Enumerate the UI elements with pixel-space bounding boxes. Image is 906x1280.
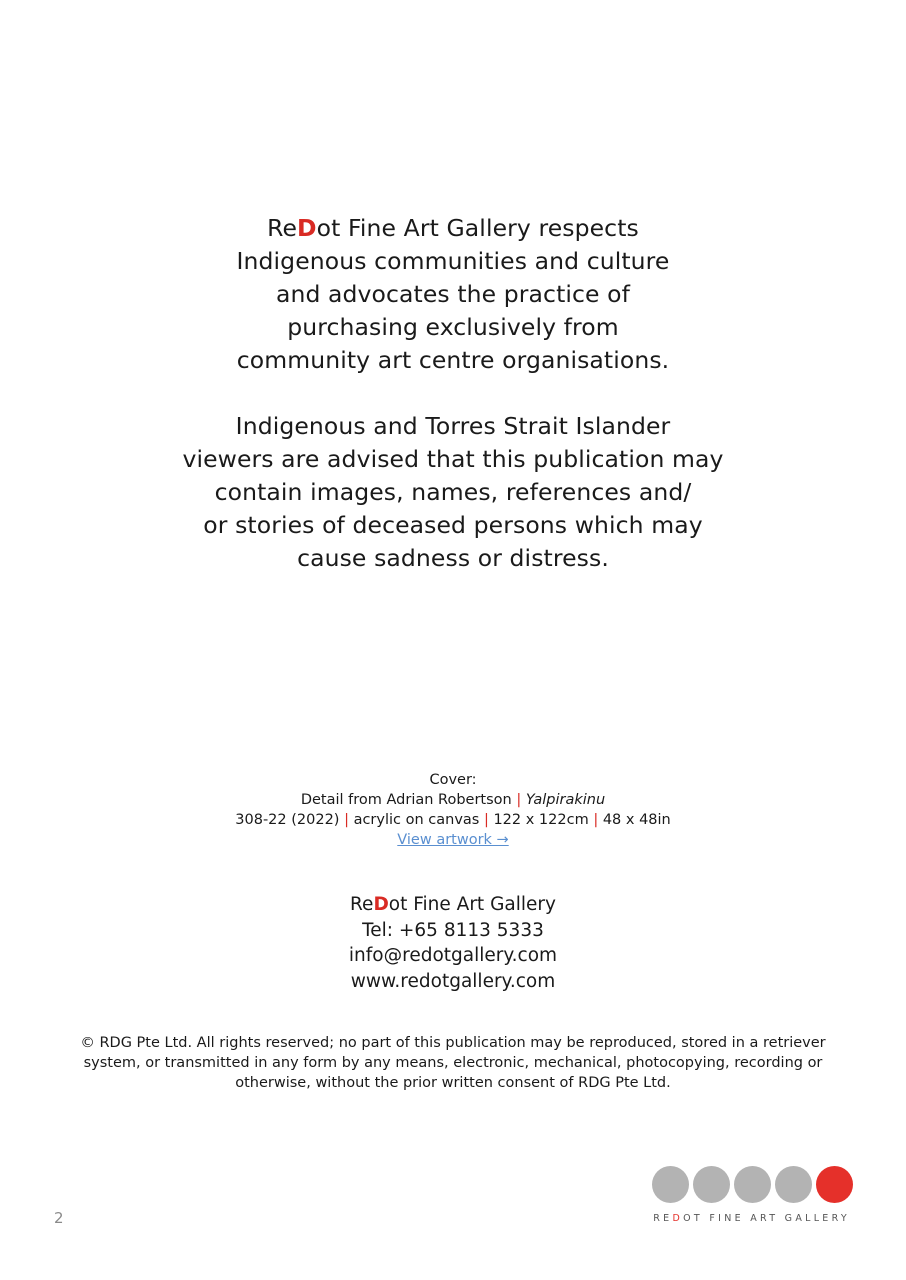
advisory-line-3: contain images, names, references and/ — [214, 478, 692, 506]
website: www.redotgallery.com — [350, 970, 556, 992]
logo-text-rest: OT FINE ART GALLERY — [683, 1213, 850, 1224]
contact-info — [0, 892, 906, 994]
separator: | — [483, 812, 489, 828]
view-artwork-link[interactable]: View artwork → — [397, 832, 509, 848]
logo-text-prefix: RE — [653, 1213, 673, 1224]
statement-line-5: community art centre organisations. — [236, 346, 670, 374]
copyright-notice: © RDG Pte Ltd. All rights reserved; no part of this publication may be reproduced, stored in a retriever system, or transmitted in any form by any means, electronic, mechanical, photocopying, recording or otherwise, without the prior written consent of RDG Pte Ltd. — [80, 1035, 826, 1091]
gallery-name — [0, 892, 906, 918]
brand-d: D — [297, 214, 317, 242]
separator: | — [593, 812, 599, 828]
separator: | — [516, 792, 522, 808]
gallery-logo — [652, 1166, 854, 1224]
advisory-line-5: cause sadness or distress. — [297, 544, 609, 572]
statement-line-1 — [0, 212, 906, 245]
brand-re: Re — [350, 894, 374, 915]
logo-dot-1 — [652, 1166, 689, 1203]
cover-credit — [0, 770, 906, 850]
cover-label: Cover: — [429, 772, 477, 788]
artwork-title: Yalpirakinu — [525, 792, 606, 808]
page-number: 2 — [54, 1209, 64, 1227]
separator: | — [344, 812, 349, 828]
logo-dots — [652, 1166, 854, 1203]
catalog-year: 308-22 (2022) — [235, 812, 340, 828]
size-in: 48 x 48in — [602, 812, 671, 828]
brand-rest: ot Fine Art Gallery — [388, 894, 556, 915]
statement-line-1-rest: ot Fine Art Gallery respects — [316, 214, 639, 242]
statement-line-2: Indigenous communities and culture — [236, 247, 670, 275]
email: info@redotgallery.com — [348, 945, 558, 966]
statement-line-4: purchasing exclusively from — [287, 313, 619, 341]
advisory-line-1: Indigenous and Torres Strait Islander — [235, 412, 671, 440]
advisory-line-2: viewers are advised that this publication may — [182, 445, 724, 473]
medium: acrylic on canvas — [353, 812, 480, 828]
cover-specs-line — [0, 810, 906, 830]
logo-wordmark — [652, 1213, 854, 1224]
advisory-line-4: or stories of deceased persons which may — [203, 511, 703, 539]
cover-detail-line — [0, 790, 906, 810]
logo-dot-red — [816, 1166, 853, 1203]
size-cm: 122 x 122cm — [493, 812, 589, 828]
cover-artist: Detail from Adrian Robertson — [300, 792, 512, 808]
brand-d: D — [373, 894, 389, 915]
logo-dot-2 — [693, 1166, 730, 1203]
brand-re: Re — [267, 214, 298, 242]
statement-line-3: and advocates the practice of — [275, 280, 631, 308]
logo-dot-4 — [775, 1166, 812, 1203]
phone: Tel: +65 8113 5333 — [362, 919, 544, 941]
respect-statement — [0, 212, 906, 575]
logo-text-d: D — [672, 1213, 684, 1224]
logo-dot-3 — [734, 1166, 771, 1203]
